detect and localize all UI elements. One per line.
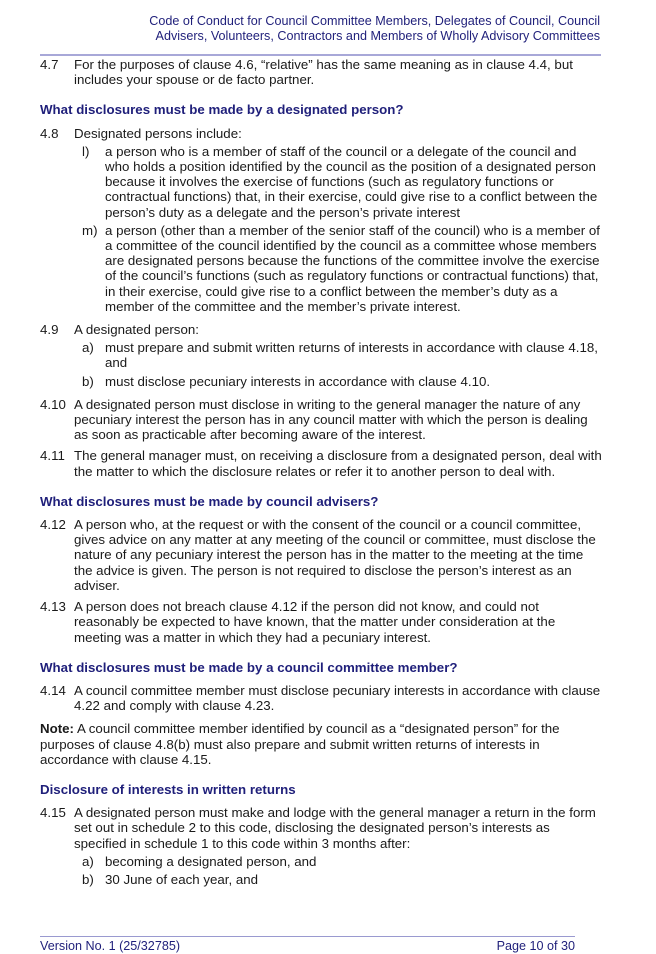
clause-text: A designated person must disclose in writing to the general manager the nature of any pecuniary interest the person has in any council matter with which the person is dealing as soon as practicable after becoming aware of the interest. — [74, 396, 588, 443]
subclause-a — [82, 854, 602, 869]
subclause-l — [82, 144, 602, 220]
clause-number: 4.11 — [40, 448, 65, 464]
header-divider — [40, 54, 601, 56]
note-paragraph — [40, 721, 602, 767]
section-heading: What disclosures must be made by a council committee member? — [40, 659, 458, 675]
header-line-2: Advisers, Volunteers, Contractors and Members of Wholly Advisory Committees — [155, 29, 600, 43]
clause-text: A person who, at the request or with the consent of the council or a council committee, gives advice on any matter at any meeting of the council or committee, must disclose the nature of any pecuniary interest the person has in the matter to the meeting at the time the advice is given. The person is not required to disclose the person’s interest as an adviser. — [74, 517, 596, 593]
clause-number: 4.14 — [40, 682, 66, 698]
clause-4-8 — [40, 126, 602, 141]
clause-4-11 — [40, 448, 602, 478]
clause-number: 4.12 — [40, 517, 66, 533]
note-label: Note: — [40, 721, 74, 737]
clause-4-10 — [40, 397, 602, 443]
clause-text: A person does not breach clause 4.12 if the person did not know, and could not reasonably be expected to have known, that the matter under consideration at the meeting was a matter in which they had a pecuniary interest. — [74, 599, 556, 645]
clause-number: 4.13 — [40, 599, 66, 615]
clause-4-7 — [40, 57, 602, 87]
clause-4-12 — [40, 517, 602, 593]
subclause-text: 30 June of each year, and — [105, 871, 259, 887]
header-line-1: Code of Conduct for Council Committee Members, Delegates of Council, Council — [149, 14, 600, 28]
clause-4-13 — [40, 599, 602, 645]
clause-text: For the purposes of clause 4.6, “relative” has the same meaning as in clause 4.4, but includes your spouse or de facto partner. — [74, 57, 573, 88]
subclause-letter: a) — [82, 340, 94, 356]
running-header — [100, 14, 600, 44]
subclause-text: must prepare and submit written returns of interests in accordance with clause 4.18, and — [105, 340, 598, 371]
section-heading: What disclosures must be made by a designated person? — [40, 102, 404, 118]
subclause-letter: a) — [82, 853, 94, 869]
page-footer — [40, 939, 575, 954]
version-number: Version No. 1 (25/32785) — [40, 939, 181, 953]
clause-4-9 — [40, 322, 602, 337]
clause-number: 4.8 — [40, 125, 59, 141]
clause-4-14 — [40, 683, 602, 713]
clause-number: 4.15 — [40, 805, 66, 821]
clause-text: A designated person must make and lodge with the general manager a return in the form set out in schedule 2 to this code, disclosing the designated person’s interests as specified in schedule 1 to this code within 3 months after: — [74, 805, 596, 851]
footer-divider — [40, 936, 575, 937]
subclause-text: becoming a designated person, and — [105, 853, 317, 869]
subclause-text: a person (other than a member of the senior staff of the council) who is a member of a committee of the council identified by the council as a committee whose members are designated persons because the functions of the committee involve the exercise of the council’s functions (such as regulatory functions or contractual functions) that, in their exercise, could give rise to a conflict between the member’s duty as a member of the committee and the member’s private interest. — [105, 222, 600, 314]
clause-text: A designated person: — [74, 322, 199, 338]
subclause-b — [82, 872, 602, 887]
subclause-letter: l) — [82, 143, 90, 159]
clause-number: 4.9 — [40, 322, 59, 338]
clause-number: 4.10 — [40, 396, 66, 412]
note-text: A council committee member identified by council as a “designated person” for the purposes of clause 4.8(b) must also prepare and submit written returns of interests in accordance with clause 4.15. — [40, 721, 560, 767]
subclause-letter: b) — [82, 373, 94, 389]
subclause-letter: b) — [82, 871, 94, 887]
section-heading: What disclosures must be made by council advisers? — [40, 493, 379, 509]
clause-4-15 — [40, 805, 602, 851]
subclause-a — [82, 340, 602, 370]
clause-number: 4.7 — [40, 57, 59, 72]
section-heading: Disclosure of interests in written returns — [40, 781, 296, 797]
clause-text: Designated persons include: — [74, 125, 242, 141]
clause-text: A council committee member must disclose pecuniary interests in accordance with clause 4.22 and comply with clause 4.23. — [74, 682, 601, 714]
clause-text: The general manager must, on receiving a disclosure from a designated person, deal with the matter to which the disclosure relates or refer it to another person to deal with. — [74, 448, 602, 479]
subclause-letter: m) — [82, 222, 98, 238]
subclause-m — [82, 223, 602, 314]
page-number: Page 10 of 30 — [496, 939, 575, 953]
subclause-text: must disclose pecuniary interests in accordance with clause 4.10. — [105, 373, 491, 389]
subclause-text: a person who is a member of staff of the council or a delegate of the council and who holds a position identified by the council as the position of a designated person because it involves the exercise of functions (such as regulatory functions or contractual functions) that, in their exercise, could give rise to a conflict between the person’s duty as a delegate and the person’s private interest — [105, 143, 598, 220]
page-body — [40, 57, 602, 887]
subclause-b — [82, 374, 602, 389]
